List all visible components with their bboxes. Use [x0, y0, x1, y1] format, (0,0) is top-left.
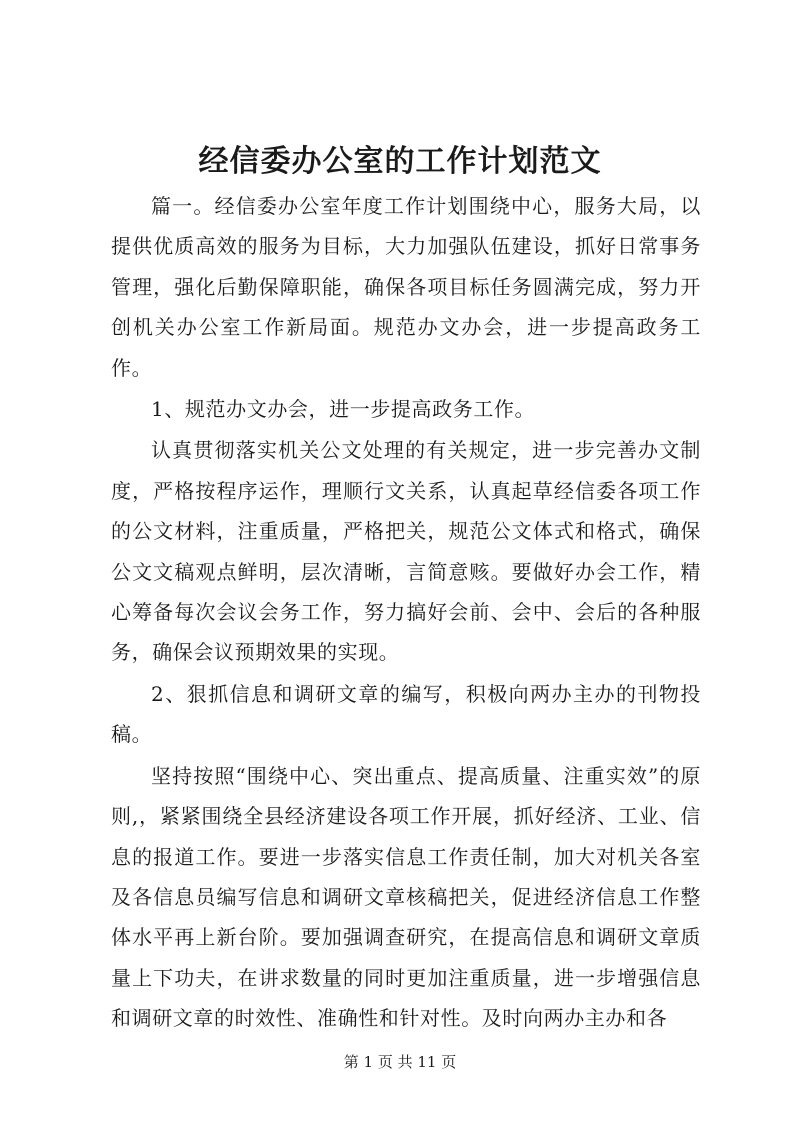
- paragraph-intro: 篇一。经信委办公室年度工作计划围绕中心，服务大局，以提供优质高效的服务为目标，大力加强队伍建设，抓好日常事务管理，强化后勤保障职能，确保各项目标任务圆满完成，努力开创机关办公室工作新局面。规范办文办会，进一步提高政务工作。: [111, 194, 701, 380]
- paragraph-item-2-heading: 2、狠抓信息和调研文章的编写，积极向两办主办的刊物投稿。: [111, 681, 701, 747]
- paragraph-item-2-body: 坚持按照“围绕中心、突出重点、提高质量、注重实效”的原则,，紧紧围绕全县经济建设各项工作开展，抓好经济、工业、信息的报道工作。要进一步落实信息工作责任制，加大对机关各室及各信息员编写信息和调研文章核稿把关，促进经济信息工作整体水平再上新台阶。要加强调查研究，在提高信息和调研文章质量上下功夫，在讲求数量的同时更加注重质量，进一步增强信息和调研文章的时效性、准确性和针对性。及时向两办主办和各: [111, 763, 701, 1031]
- paragraph-item-1-heading: 1、规范办文办会，进一步提高政务工作。: [151, 397, 536, 422]
- document-title: 经信委办公室的工作计划范文: [198, 144, 602, 179]
- document-body: [111, 186, 701, 1040]
- paragraph-item-1-body: 认真贯彻落实机关公文处理的有关规定，进一步完善办文制度，严格按程序运作，理顺行文关系，认真起草经信委各项工作的公文材料，注重质量，严格把关，规范公文体式和格式，确保公文文稿观点鲜明，层次清晰，言简意赅。要做好办会工作，精心筹备每次会议会务工作，努力搞好会前、会中、会后的各种服务，确保会议预期效果的实现。: [111, 438, 701, 665]
- page-number-footer: 第 1 页 共 11 页: [343, 1053, 457, 1071]
